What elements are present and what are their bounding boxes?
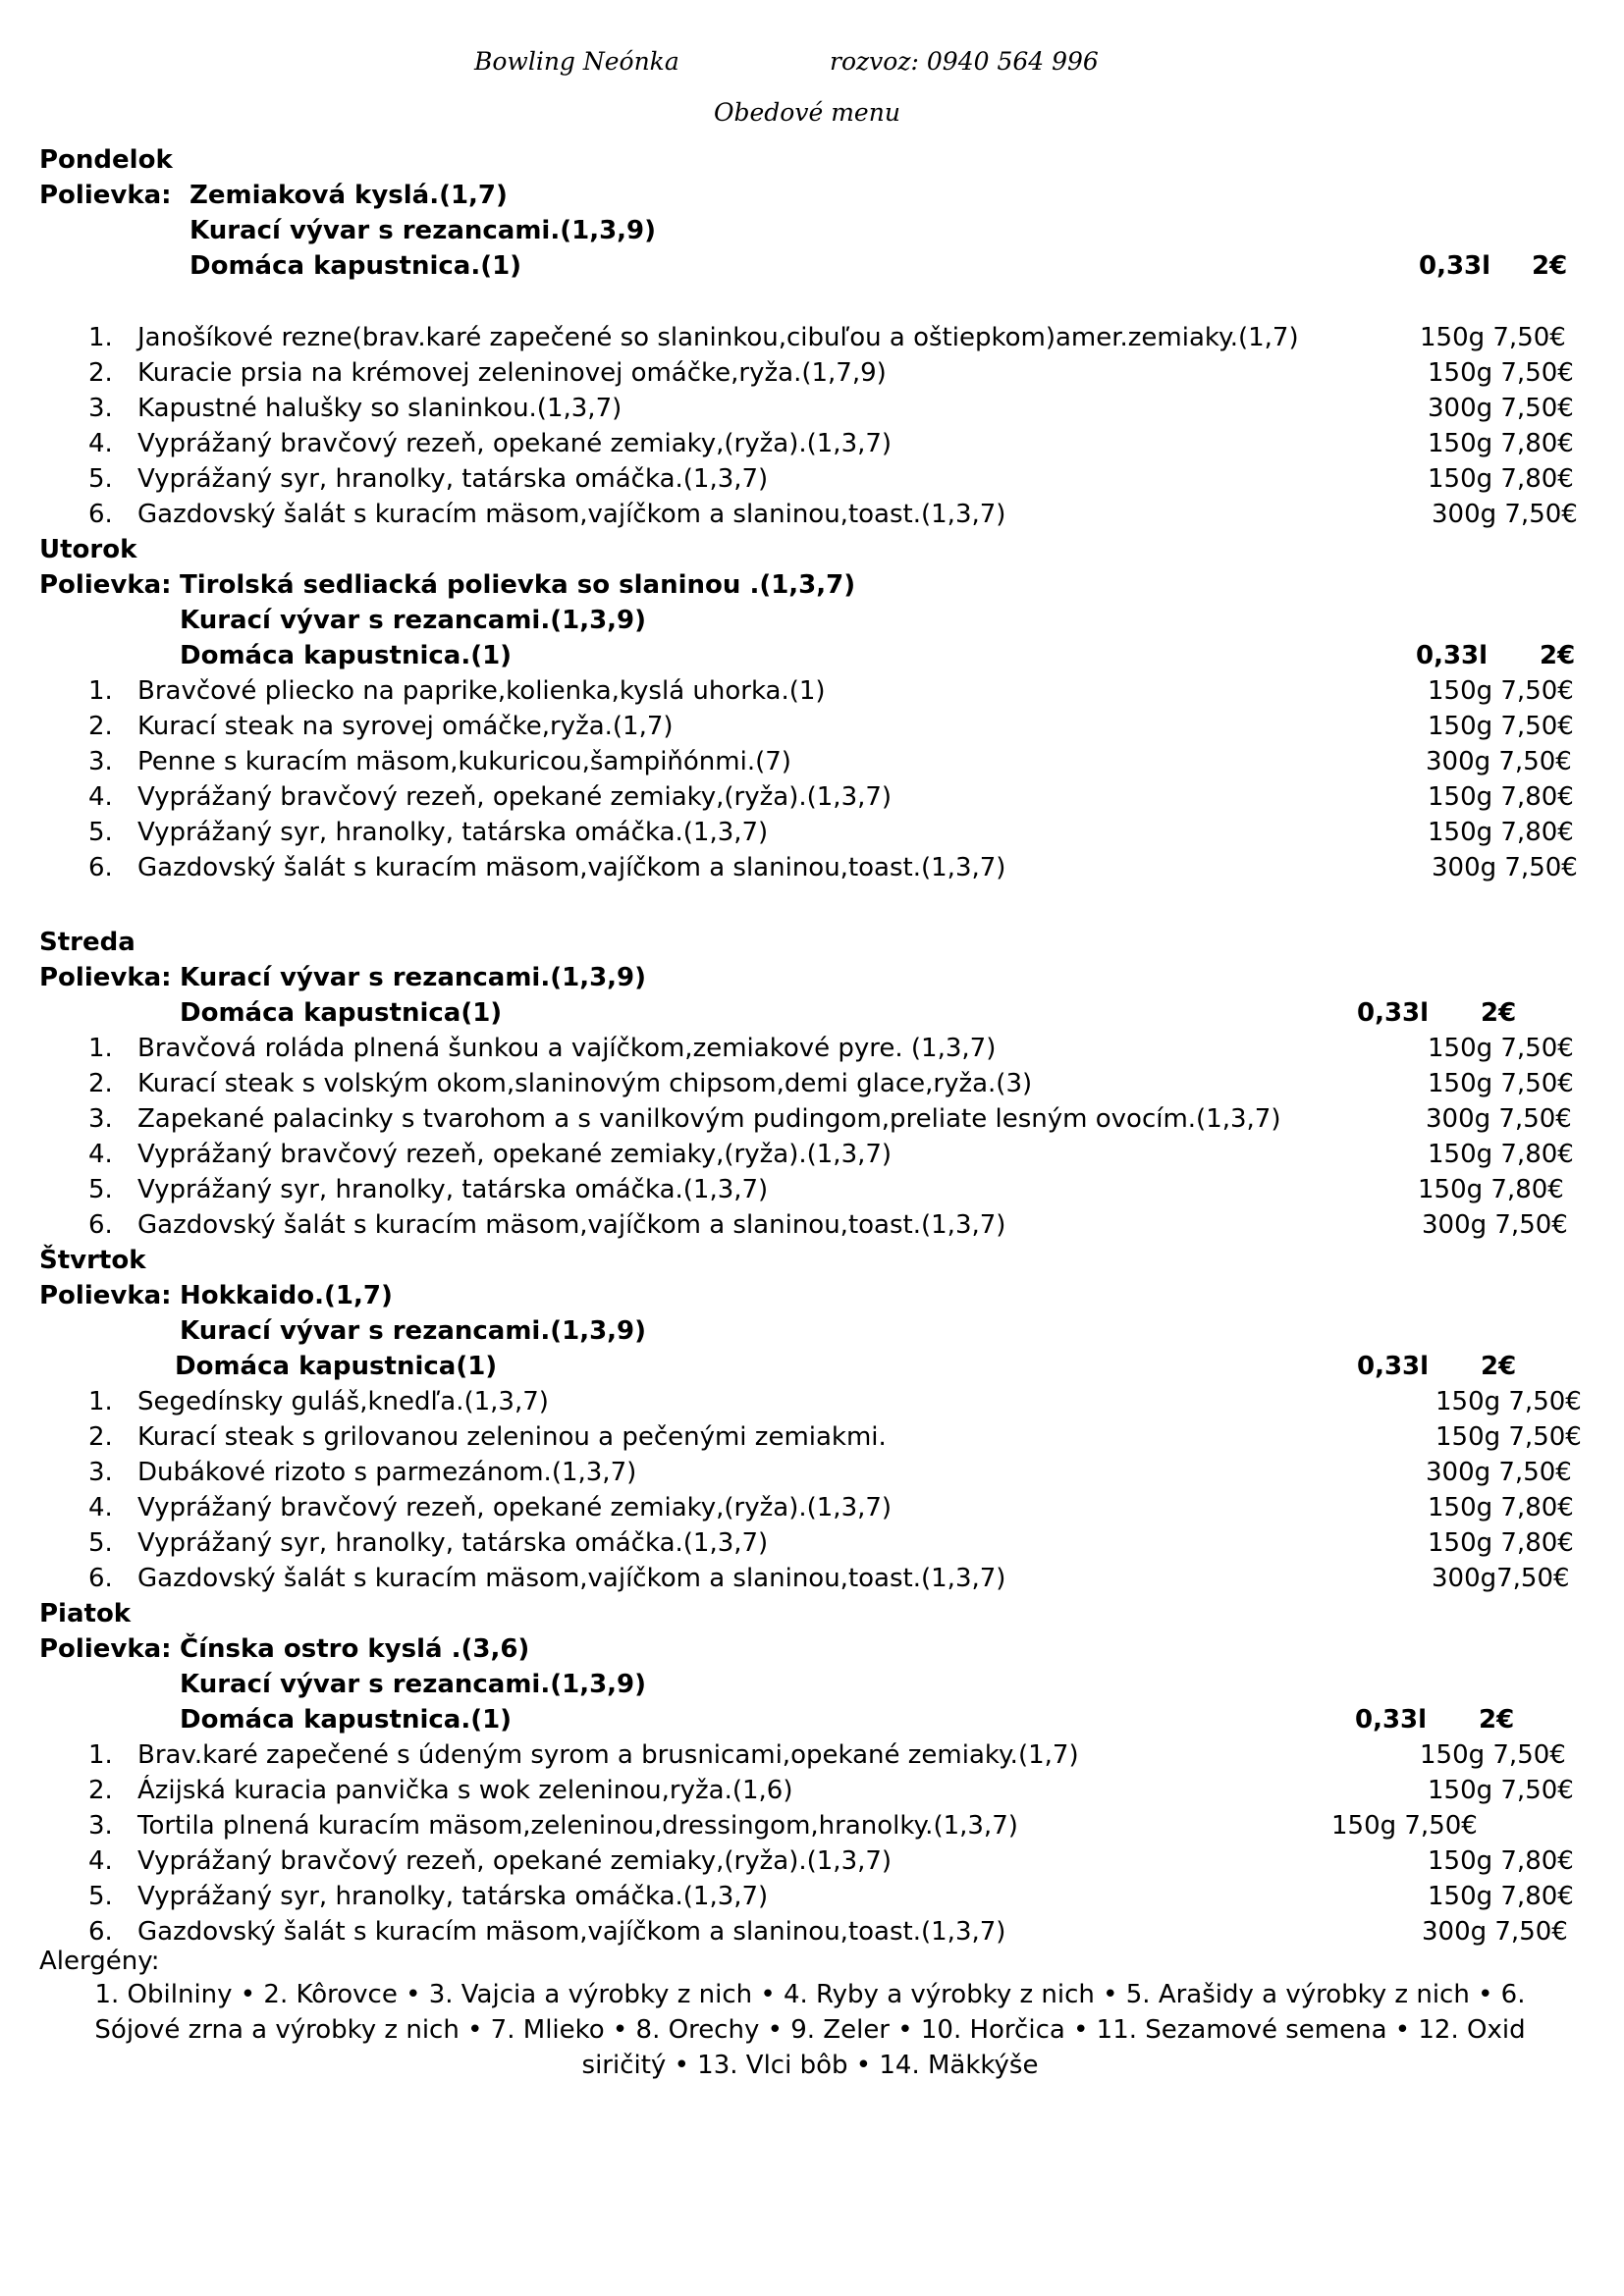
meal-number: 1. [88, 1740, 113, 1770]
meal-name: Vyprážaný syr, hranolky, tatárska omáčka.(1,3,7) [137, 1882, 769, 1911]
meal-name: Vyprážaný bravčový rezeň, opekané zemiaky,(ryža).(1,3,7) [137, 1140, 893, 1169]
meal-number: 2. [88, 1069, 113, 1098]
meal-name: Gazdovský šalát s kuracím mäsom,vajíčkom a slaninou,toast.(1,3,7) [137, 853, 1006, 882]
meal-number: 3. [88, 394, 113, 423]
meal-number: 4. [88, 429, 113, 458]
soup-price: 2€ [1479, 1705, 1515, 1735]
meal-name: Brav.karé zapečené s údeným syrom a brusnicami,opekané zemiaky.(1,7) [137, 1740, 1079, 1770]
meal-number: 6. [88, 500, 113, 529]
soup-price: 2€ [1532, 251, 1568, 281]
meal-price: 150g 7,50€ [1435, 1387, 1582, 1416]
allergens-list: 1. Obilniny • 2. Kôrovce • 3. Vajcia a výrobky z nich • 4. Ryby a výrobky z nich • 5. Arašidy a výrobky z nich • 6. Sójové zrna a výrobky z nich • 7. Mlieko • 8. Orechy • 9. Zeler • 10. Horčica • 11. Sezamové semena • 12. Oxid siričitý • 13. Vlci bôb • 14. Mäkkýše [94, 1980, 1526, 2080]
soup-price: 2€ [1481, 998, 1517, 1028]
soup-item: Kurací vývar s rezancami.(1,3,9) [180, 1670, 647, 1699]
soup-volume: 0,33l [1419, 251, 1491, 281]
meal-price: 150g 7,80€ [1428, 1846, 1574, 1876]
meal-row [0, 1066, 1624, 1101]
meal-price: 150g 7,50€ [1428, 1776, 1574, 1805]
meal-row [0, 355, 1624, 391]
meal-price: 150g 7,80€ [1428, 464, 1574, 494]
meal-row [0, 1137, 1624, 1172]
meal-row [0, 1843, 1624, 1879]
meal-number: 2. [88, 1422, 113, 1452]
meal-number: 3. [88, 1458, 113, 1487]
soup-item: Kurací vývar s rezancami.(1,3,9) [180, 963, 647, 992]
meal-row [0, 1773, 1624, 1808]
meal-price: 150g 7,50€ [1428, 1069, 1574, 1098]
meal-price: 150g 7,50€ [1428, 358, 1574, 388]
meal-price: 150g 7,80€ [1428, 1882, 1574, 1911]
soup-label: Polievka: [39, 1281, 172, 1310]
meal-row [0, 426, 1624, 461]
meal-number: 1. [88, 1034, 113, 1063]
meal-name: Gazdovský šalát s kuracím mäsom,vajíčkom a slaninou,toast.(1,3,7) [137, 500, 1006, 529]
soup-volume: 0,33l [1355, 1705, 1428, 1735]
meal-name: Gazdovský šalát s kuracím mäsom,vajíčkom a slaninou,toast.(1,3,7) [137, 1564, 1006, 1593]
soup-label: Polievka: [39, 963, 172, 992]
meal-price: 150g 7,50€ [1420, 1740, 1566, 1770]
meal-price: 300g 7,50€ [1428, 394, 1574, 423]
meal-price: 300g 7,50€ [1426, 1104, 1572, 1134]
soup-item: Kurací vývar s rezancami.(1,3,9) [189, 216, 657, 245]
meal-number: 6. [88, 1917, 113, 1947]
soup-item: Domáca kapustnica(1) [175, 1352, 498, 1381]
meal-price: 150g 7,80€ [1428, 782, 1574, 812]
soup-item: Zemiaková kyslá.(1,7) [189, 181, 508, 210]
meal-price: 300g 7,50€ [1432, 853, 1578, 882]
meal-name: Kurací steak s grilovanou zeleninou a pečenými zemiakmi. [137, 1422, 887, 1452]
day-title: Štvrtok [39, 1246, 146, 1275]
meal-row [0, 1419, 1624, 1455]
meal-price: 150g 7,80€ [1428, 818, 1574, 847]
meal-name: Ázijská kuracia panvička s wok zeleninou,ryža.(1,6) [137, 1776, 793, 1805]
meal-row [0, 497, 1624, 532]
meal-number: 1. [88, 1387, 113, 1416]
meal-price: 150g 7,50€ [1428, 1034, 1574, 1063]
meal-price: 150g 7,80€ [1428, 1493, 1574, 1522]
meal-row [0, 320, 1624, 355]
day-title: Utorok [39, 535, 137, 564]
meal-number: 6. [88, 1564, 113, 1593]
meal-price: 300g 7,50€ [1422, 1210, 1568, 1240]
meal-row [0, 1561, 1624, 1596]
soup-item: Domáca kapustnica.(1) [180, 641, 513, 670]
meal-row [0, 1455, 1624, 1490]
soup-volume: 0,33l [1357, 998, 1430, 1028]
meal-name: Janošíkové rezne(brav.karé zapečené so slaninkou,cibuľou a oštiepkom)amer.zemiaky.(1,7) [137, 323, 1299, 352]
meal-row [0, 461, 1624, 497]
meal-row [0, 1172, 1624, 1207]
menu-title: Obedové menu [714, 98, 900, 127]
meal-row [0, 850, 1624, 885]
day-title: Piatok [39, 1599, 132, 1629]
meal-price: 300g 7,50€ [1422, 1917, 1568, 1947]
meal-number: 2. [88, 1776, 113, 1805]
day-title: Streda [39, 928, 135, 957]
meal-name: Kurací steak na syrovej omáčke,ryža.(1,7) [137, 712, 674, 741]
delivery-phone: rozvoz: 0940 564 996 [830, 47, 1099, 76]
meal-name: Penne s kuracím mäsom,kukuricou,šampiňónmi.(7) [137, 747, 791, 776]
meal-name: Gazdovský šalát s kuracím mäsom,vajíčkom a slaninou,toast.(1,3,7) [137, 1917, 1006, 1947]
meal-name: Vyprážaný bravčový rezeň, opekané zemiaky,(ryža).(1,3,7) [137, 782, 893, 812]
meal-number: 6. [88, 1210, 113, 1240]
meal-price: 150g 7,80€ [1428, 429, 1574, 458]
allergens-label: Alergény: [39, 1947, 160, 1976]
meal-price: 150g 7,80€ [1428, 1528, 1574, 1558]
soup-item: Čínska ostro kyslá .(3,6) [180, 1634, 530, 1664]
meal-price: 300g 7,50€ [1432, 500, 1578, 529]
meal-row [0, 1808, 1624, 1843]
soup-item: Kurací vývar s rezancami.(1,3,9) [180, 606, 647, 635]
meal-name: Vyprážaný syr, hranolky, tatárska omáčka.(1,3,7) [137, 1528, 769, 1558]
meal-price: 300g 7,50€ [1426, 747, 1572, 776]
meal-name: Vyprážaný syr, hranolky, tatárska omáčka.(1,3,7) [137, 1175, 769, 1204]
meal-number: 5. [88, 464, 113, 494]
meal-row [0, 1384, 1624, 1419]
meal-name: Dubákové rizoto s parmezánom.(1,3,7) [137, 1458, 637, 1487]
soup-volume: 0,33l [1357, 1352, 1430, 1381]
meal-name: Vyprážaný syr, hranolky, tatárska omáčka.(1,3,7) [137, 818, 769, 847]
meal-number: 4. [88, 1140, 113, 1169]
meal-name: Vyprážaný bravčový rezeň, opekané zemiaky,(ryža).(1,3,7) [137, 1493, 893, 1522]
meal-price: 150g 7,50€ [1428, 712, 1574, 741]
meal-name: Kuracie prsia na krémovej zeleninovej omáčke,ryža.(1,7,9) [137, 358, 887, 388]
soup-item: Tirolská sedliacká polievka so slaninou .(1,3,7) [180, 570, 856, 600]
meal-row [0, 1737, 1624, 1773]
meal-row [0, 1879, 1624, 1914]
meal-number: 2. [88, 358, 113, 388]
meal-price: 150g 7,50€ [1331, 1811, 1478, 1841]
soup-item: Domáca kapustnica.(1) [180, 1705, 513, 1735]
meal-name: Kurací steak s volským okom,slaninovým chipsom,demi glace,ryža.(3) [137, 1069, 1033, 1098]
meal-name: Tortila plnená kuracím mäsom,zeleninou,dressingom,hranolky.(1,3,7) [137, 1811, 1018, 1841]
meal-price: 150g 7,80€ [1428, 1140, 1574, 1169]
meal-row [0, 1490, 1624, 1525]
meal-number: 1. [88, 323, 113, 352]
meal-row [0, 1207, 1624, 1243]
meal-name: Vyprážaný syr, hranolky, tatárska omáčka.(1,3,7) [137, 464, 769, 494]
meal-name: Bravčová roláda plnená šunkou a vajíčkom,zemiakové pyre. (1,3,7) [137, 1034, 997, 1063]
meal-number: 1. [88, 676, 113, 706]
meal-name: Vyprážaný bravčový rezeň, opekané zemiaky,(ryža).(1,3,7) [137, 429, 893, 458]
meal-price: 150g 7,50€ [1428, 676, 1574, 706]
meal-price: 300g7,50€ [1432, 1564, 1570, 1593]
meal-price: 150g 7,80€ [1418, 1175, 1564, 1204]
meal-number: 3. [88, 1811, 113, 1841]
meal-price: 150g 7,50€ [1435, 1422, 1582, 1452]
meal-number: 4. [88, 1846, 113, 1876]
meal-number: 4. [88, 782, 113, 812]
meal-name: Bravčové pliecko na paprike,kolienka,kyslá uhorka.(1) [137, 676, 826, 706]
meal-number: 3. [88, 1104, 113, 1134]
soup-item: Domáca kapustnica(1) [180, 998, 503, 1028]
soup-item: Domáca kapustnica.(1) [189, 251, 522, 281]
meal-name: Vyprážaný bravčový rezeň, opekané zemiaky,(ryža).(1,3,7) [137, 1846, 893, 1876]
meal-name: Segedínsky guláš,knedľa.(1,3,7) [137, 1387, 549, 1416]
meal-row [0, 391, 1624, 426]
meal-row [0, 1101, 1624, 1137]
day-title: Pondelok [39, 145, 173, 175]
meal-number: 2. [88, 712, 113, 741]
meal-row [0, 815, 1624, 850]
soup-price: 2€ [1540, 641, 1576, 670]
meal-number: 5. [88, 1175, 113, 1204]
meal-number: 5. [88, 818, 113, 847]
meal-row [0, 779, 1624, 815]
soup-item: Hokkaido.(1,7) [180, 1281, 393, 1310]
meal-name: Kapustné halušky so slaninkou.(1,3,7) [137, 394, 623, 423]
meal-row [0, 1525, 1624, 1561]
meal-number: 4. [88, 1493, 113, 1522]
meal-price: 150g 7,50€ [1420, 323, 1566, 352]
soup-label: Polievka: [39, 181, 172, 210]
soup-volume: 0,33l [1416, 641, 1489, 670]
meal-row [0, 673, 1624, 709]
meal-number: 6. [88, 853, 113, 882]
restaurant-name: Bowling Neónka [474, 47, 679, 76]
meal-row [0, 744, 1624, 779]
meal-number: 3. [88, 747, 113, 776]
meal-name: Zapekané palacinky s tvarohom a s vanilkovým pudingom,preliate lesným ovocím.(1,3,7) [137, 1104, 1281, 1134]
meal-row [0, 709, 1624, 744]
soup-price: 2€ [1481, 1352, 1517, 1381]
soup-label: Polievka: [39, 1634, 172, 1664]
soup-item: Kurací vývar s rezancami.(1,3,9) [180, 1316, 647, 1346]
meal-name: Gazdovský šalát s kuracím mäsom,vajíčkom a slaninou,toast.(1,3,7) [137, 1210, 1006, 1240]
soup-label: Polievka: [39, 570, 172, 600]
meal-row [0, 1031, 1624, 1066]
meal-price: 300g 7,50€ [1426, 1458, 1572, 1487]
meal-number: 5. [88, 1528, 113, 1558]
meal-number: 5. [88, 1882, 113, 1911]
